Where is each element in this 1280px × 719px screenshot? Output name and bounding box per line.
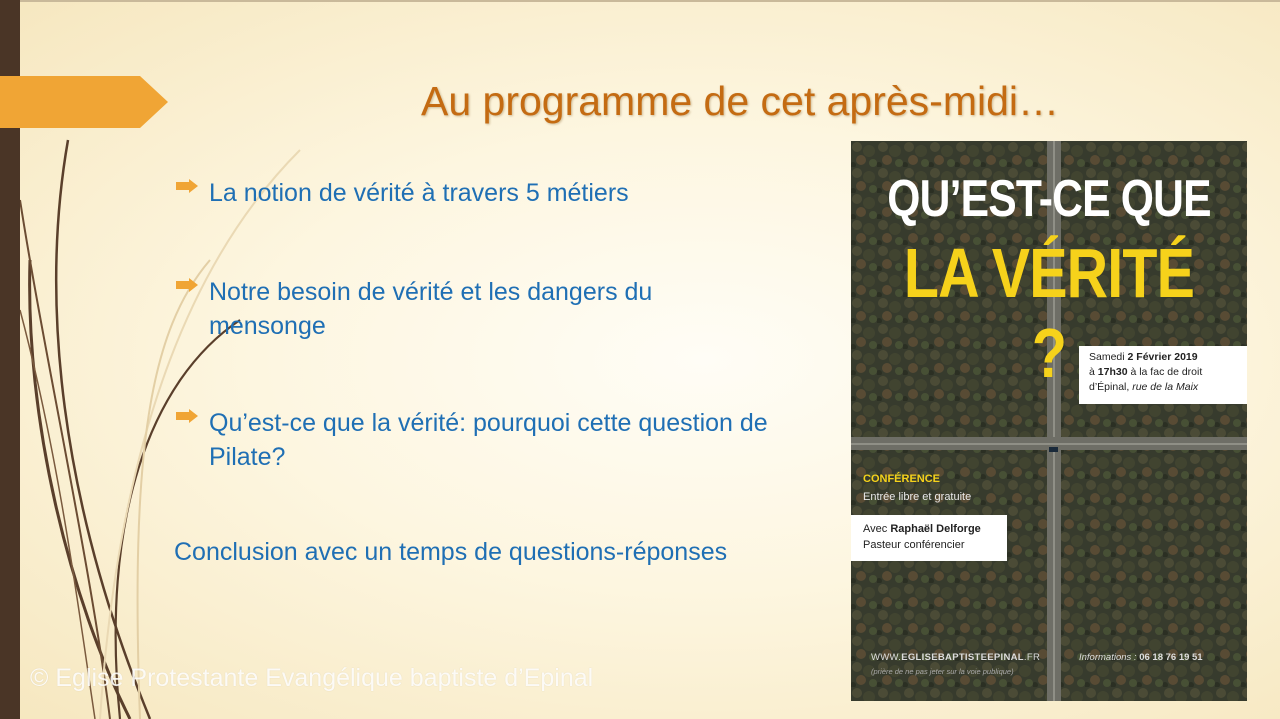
- bullet-text: Notre besoin de vérité et les dangers du mensonge: [209, 278, 653, 340]
- arrow-bullet-icon: [176, 409, 198, 423]
- conclusion-text: Conclusion avec un temps de questions-réponses: [174, 538, 728, 566]
- web-b: BAPTISTE: [937, 652, 988, 663]
- copyright-footer: © Eglise Protestante Evangélique baptiste d’Epinal: [30, 664, 594, 692]
- poster-fine-print: (prière de ne pas jeter sur la voie publique): [871, 667, 1014, 676]
- poster-info: [1079, 652, 1203, 663]
- place-prefix: d’Épinal,: [1089, 381, 1133, 393]
- speaker-prefix: Avec: [863, 523, 891, 535]
- bullet-text: La notion de vérité à travers 5 métiers: [209, 179, 629, 207]
- web-post: .FR: [1023, 652, 1041, 663]
- poster-headline-line1: QU’EST-CE QUE: [887, 170, 1211, 228]
- bullet-item: [176, 176, 826, 210]
- poster-headline-line2: LA VÉRITÉ ?: [903, 234, 1195, 392]
- poster-date-box: [1079, 346, 1247, 404]
- bullet-item: [176, 406, 826, 474]
- bullet-text: Qu’est-ce que la vérité: pourquoi cette question de Pilate?: [209, 409, 768, 471]
- info-label: Informations :: [1079, 652, 1140, 663]
- poster-speaker-box: [851, 515, 1007, 561]
- bullet-item: [176, 275, 826, 343]
- web-a: EGLISE: [901, 652, 938, 663]
- web-c: EPINAL: [987, 652, 1024, 663]
- event-street: rue de la Maix: [1132, 381, 1199, 393]
- event-time: 17h30: [1097, 366, 1128, 378]
- slide-title: Au programme de cet après-midi…: [420, 78, 1060, 124]
- poster-website: [871, 652, 1040, 663]
- speaker-role: Pasteur conférencier: [863, 539, 965, 551]
- poster-conference-label: CONFÉRENCE: [863, 473, 941, 485]
- poster-entry-text: Entrée libre et gratuite: [863, 491, 972, 503]
- title-arrow-tab: [0, 76, 168, 128]
- speaker-name: Raphaël Delforge: [890, 523, 981, 535]
- arrow-bullet-icon: [176, 278, 198, 292]
- date-prefix: Samedi: [1089, 351, 1128, 363]
- event-date: 2 Février 2019: [1127, 351, 1198, 363]
- info-phone: 06 18 76 19 51: [1139, 652, 1203, 663]
- web-pre: WWW.: [871, 652, 902, 663]
- arrow-bullet-icon: [176, 179, 198, 193]
- event-poster: [851, 141, 1247, 701]
- time-suffix: à la fac de droit: [1127, 366, 1203, 378]
- time-prefix: à: [1089, 366, 1098, 378]
